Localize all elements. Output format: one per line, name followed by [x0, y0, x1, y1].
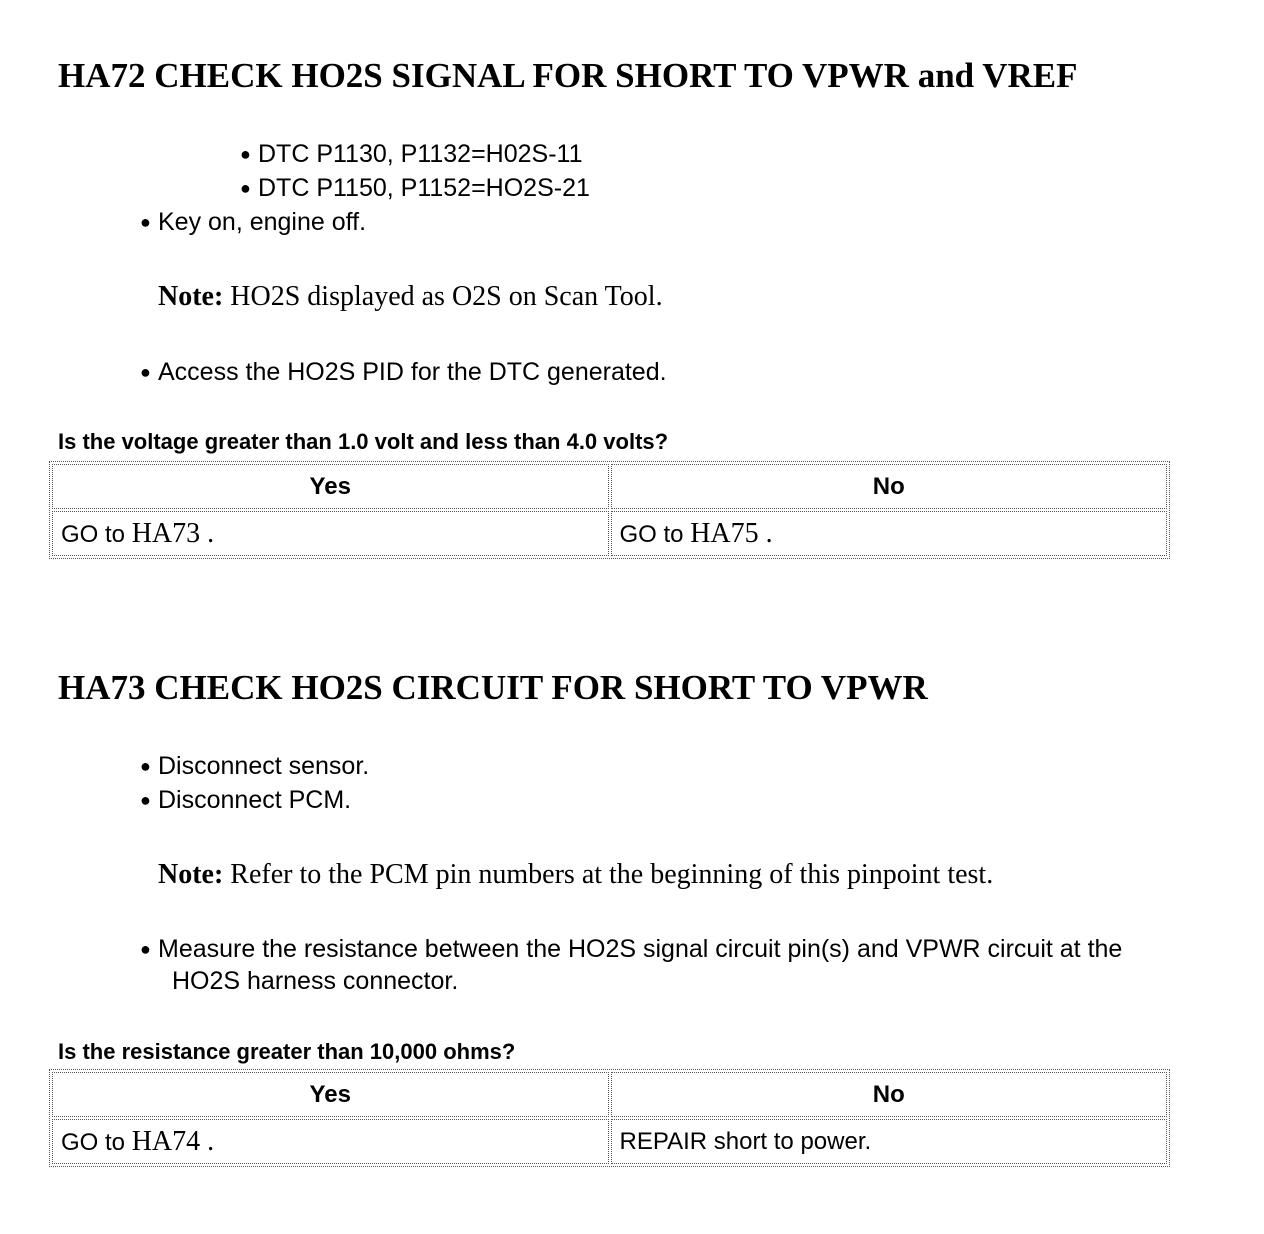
bullet-text: Disconnect sensor. — [158, 752, 370, 780]
note-ha72 — [158, 280, 663, 314]
bullet-text: Disconnect PCM. — [158, 786, 352, 814]
note-text: Refer to the PCM pin numbers at the beginning of this pinpoint test. — [230, 859, 994, 890]
bullet-icon: ● — [240, 178, 251, 198]
sub-bullet-text: DTC P1130, P1132=H02S-11 — [258, 140, 583, 168]
bullet-icon: ● — [140, 790, 151, 810]
bullet-key-on — [140, 206, 366, 238]
question-ha73: Is the resistance greater than 10,000 ohms? — [58, 1039, 516, 1064]
sub-bullet-dtc-p1130 — [240, 138, 583, 170]
note-ha73 — [158, 858, 993, 892]
bullet-text-line1: Measure the resistance between the HO2S signal circuit pin(s) and VPWR circuit at the — [158, 935, 1123, 963]
no-header: No — [611, 1072, 1168, 1117]
note-text: HO2S displayed as O2S on Scan Tool. — [230, 281, 663, 312]
question-ha72: Is the voltage greater than 1.0 volt and less than 4.0 volts? — [58, 429, 669, 454]
bullet-text: Access the HO2S PID for the DTC generated. — [158, 358, 667, 386]
repair-text: REPAIR short to power. — [619, 1127, 872, 1155]
yes-header: Yes — [52, 464, 609, 509]
bullet-text: Key on, engine off. — [158, 208, 367, 236]
yes-cell — [52, 1119, 609, 1164]
goto-prefix: GO to — [619, 520, 684, 548]
bullet-icon: ● — [140, 212, 151, 232]
table-row — [52, 1119, 1167, 1164]
note-label: Note: — [158, 859, 224, 890]
table-row — [52, 511, 1167, 556]
bullet-access-pid — [140, 356, 667, 388]
yes-header: Yes — [52, 1072, 609, 1117]
bullet-icon: ● — [140, 939, 151, 959]
no-cell — [611, 1119, 1168, 1164]
goto-ha73-link[interactable]: HA73 . — [131, 517, 215, 549]
bullet-icon: ● — [240, 144, 251, 164]
bullet-icon: ● — [140, 756, 151, 776]
bullet-icon: ● — [140, 362, 151, 382]
goto-ha75-link[interactable]: HA75 . — [690, 517, 773, 549]
goto-ha74-link[interactable]: HA74 . — [131, 1125, 215, 1157]
goto-prefix: GO to — [61, 1128, 126, 1156]
no-cell — [611, 511, 1168, 556]
answer-table-ha73 — [49, 1069, 1170, 1167]
bullet-text-line2: HO2S harness connector. — [172, 967, 459, 995]
sub-bullet-dtc-p1150 — [240, 172, 590, 204]
section-heading-ha73: HA73 CHECK HO2S CIRCUIT FOR SHORT TO VPWR — [58, 668, 928, 707]
bullet-measure-resistance — [140, 933, 1122, 997]
answer-table-ha72 — [49, 461, 1170, 559]
note-label: Note: — [158, 281, 224, 312]
table-header-row — [52, 1072, 1167, 1117]
bullet-disconnect-sensor — [140, 750, 369, 782]
sub-bullet-text: DTC P1150, P1152=HO2S-21 — [258, 174, 590, 202]
section-heading-ha72: HA72 CHECK HO2S SIGNAL FOR SHORT TO VPWR and VREF — [58, 56, 1078, 95]
yes-cell — [52, 511, 609, 556]
bullet-disconnect-pcm — [140, 784, 351, 816]
table-header-row — [52, 464, 1167, 509]
goto-prefix: GO to — [61, 520, 126, 548]
no-header: No — [611, 464, 1168, 509]
